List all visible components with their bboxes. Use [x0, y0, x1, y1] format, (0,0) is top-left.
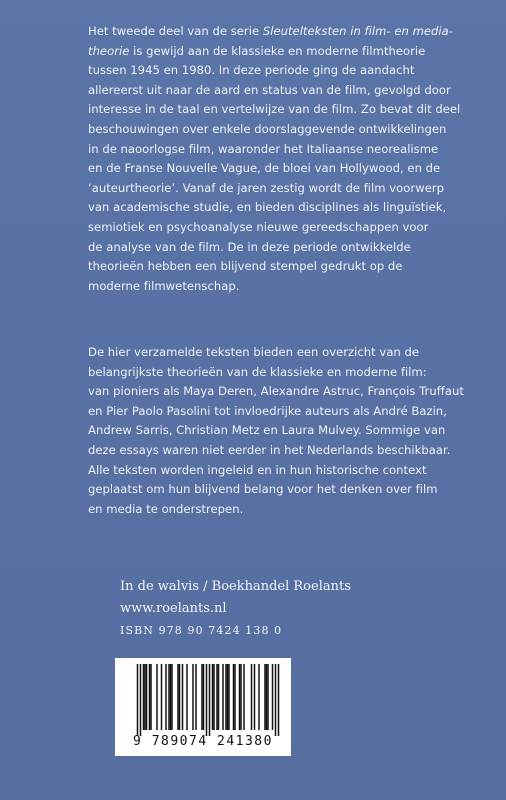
barcode-bar	[275, 664, 277, 736]
blurb-line: semiotiek en psychoanalyse nieuwe gereedschappen voor	[88, 219, 429, 234]
barcode-bar	[264, 664, 266, 730]
barcode-bar	[225, 664, 227, 730]
barcode-bar	[239, 664, 241, 730]
barcode-bar	[149, 664, 151, 730]
blurb-line: moderne filmwetenschap.	[88, 278, 240, 293]
blurb-line: theorieën hebben een blijvend stempel gedrukt op de	[88, 259, 403, 274]
blurb-line: deze essays waren niet eerder in het Nederlands beschikbaar.	[88, 442, 451, 457]
barcode-bar	[267, 664, 269, 730]
blurb-line: van academische studie, en bieden disciplines als linguïstiek,	[88, 200, 447, 215]
text-span: is gewijd aan de klassieke en moderne filmtheorie	[129, 43, 426, 58]
publisher-name: In de walvis / Boekhandel Roelants	[120, 579, 351, 594]
blurb-line: van pioniers als Maya Deren, Alexandre Astruc, François Truffaut	[88, 384, 464, 399]
barcode-bar	[212, 664, 214, 730]
blurb-line	[88, 22, 498, 42]
barcode-bar	[243, 664, 245, 730]
barcode-bar	[203, 664, 205, 730]
barcode-bar	[179, 664, 181, 730]
barcode-bar	[206, 664, 208, 736]
barcode-bar	[233, 664, 235, 730]
blurb-line	[88, 42, 498, 62]
blurb-line: interesse in de taal en vertelwijze van de film. Zo bevat dit deel	[88, 102, 461, 117]
barcode-bar	[168, 664, 170, 730]
blurb-line: ‘auteurtheorie’. Vanaf de jaren zestig wordt de film voorwerp	[88, 180, 445, 195]
barcode-bar	[140, 664, 142, 736]
barcode-bar	[150, 664, 152, 730]
blurb-line: geplaatst om hun blijvend belang voor het denken over film	[88, 482, 438, 497]
barcode-bar	[234, 664, 236, 730]
barcode-bar	[266, 664, 268, 730]
barcode-bar	[165, 664, 167, 730]
blurb-line: Andrew Sarris, Christian Metz en Laura Mulvey. Sommige van	[88, 423, 446, 438]
blurb-line: tussen 1945 en 1980. In deze periode ging de aandacht	[88, 63, 415, 78]
barcode-bar	[254, 664, 256, 730]
blurb-paragraph-2	[88, 343, 498, 519]
barcode-bar	[213, 664, 215, 730]
barcode	[115, 658, 291, 756]
barcode-bar	[228, 664, 230, 730]
series-title-part: Sleutelteksten in film- en media-	[262, 24, 453, 38]
barcode-bar	[156, 664, 158, 730]
publisher-website: www.roelants.nl	[120, 601, 227, 616]
blurb-line: en Pier Paolo Pasolini tot invloedrijke auteurs als André Bazin,	[88, 403, 447, 418]
barcode-bar	[146, 664, 148, 730]
barcode-bar	[222, 664, 224, 730]
barcode-bar	[171, 664, 173, 730]
barcode-bar	[272, 664, 274, 730]
barcode-bar	[144, 664, 146, 730]
barcode-bar	[192, 664, 194, 730]
blurb-line: allereerst uit naar de aard en status van de film, gevolgd door	[88, 82, 451, 97]
blurb-line: en media te onderstrepen.	[88, 501, 244, 516]
blurb-line: De hier verzamelde teksten bieden een overzicht van de	[88, 345, 420, 359]
barcode-bar	[186, 664, 188, 730]
blurb-paragraph-1	[88, 22, 498, 296]
blurb-line: beschouwingen over enkele doorslaggevende ontwikkelingen	[88, 121, 447, 136]
barcode-digits: 9 789074 241380	[133, 734, 273, 749]
barcode-bars	[115, 658, 291, 736]
publisher-info	[120, 576, 351, 642]
barcode-bar	[251, 664, 253, 730]
barcode-bar	[258, 664, 260, 730]
barcode-bar	[195, 664, 197, 730]
barcode-bar	[240, 664, 242, 730]
blurb-line: belangrijkste theorieën van de klassieke en moderne film:	[88, 364, 427, 379]
barcode-bar	[209, 664, 211, 736]
isbn-number: ISBN 978 90 7424 138 0	[120, 624, 283, 637]
barcode-bar	[216, 664, 218, 730]
barcode-bar	[218, 664, 220, 730]
barcode-bar	[143, 664, 145, 730]
barcode-bar	[161, 664, 163, 730]
barcode-bar	[201, 664, 203, 730]
barcode-bar	[182, 664, 184, 730]
barcode-bar	[177, 664, 179, 730]
barcode-bar	[137, 664, 139, 736]
blurb-line: Alle teksten worden ingeleid en in hun historische context	[88, 462, 427, 477]
blurb-line: en de Franse Nouvelle Vague, de bloei van Hollywood, en de	[88, 161, 441, 176]
blurb-line: de analyse van de film. De in deze periode ontwikkelde	[88, 239, 411, 254]
text-span: Het tweede deel van de serie	[88, 24, 263, 38]
barcode-bar	[227, 664, 229, 730]
barcode-bar	[278, 664, 280, 736]
series-title-part: theorie	[88, 43, 130, 58]
blurb-line: in de naoorlogse film, waaronder het Italiaanse neorealisme	[88, 141, 439, 156]
barcode-bar	[170, 664, 172, 730]
